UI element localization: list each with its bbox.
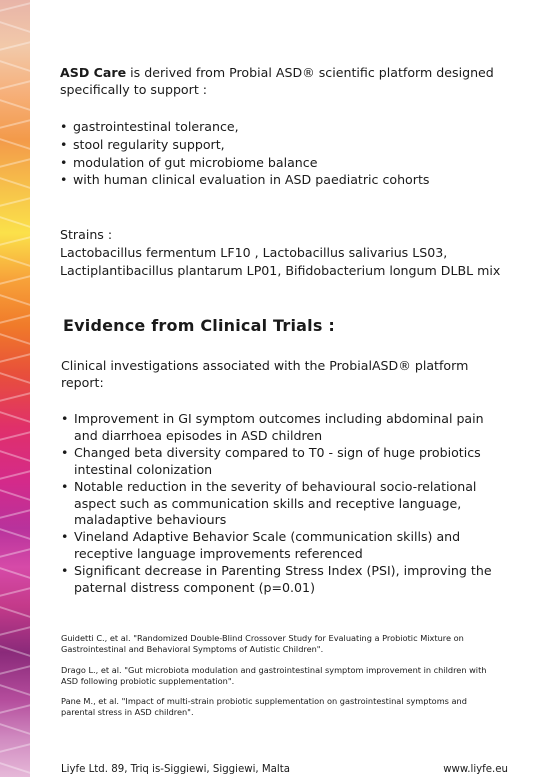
artwork-stripe bbox=[0, 353, 30, 362]
artwork-stripe bbox=[0, 255, 30, 267]
artwork-stripe bbox=[0, 509, 30, 518]
artwork-stripe bbox=[0, 2, 30, 11]
footer-website[interactable]: www.liyfe.eu bbox=[443, 764, 508, 775]
brand-name: ASD Care bbox=[60, 65, 127, 80]
reference-item: Pane M., et al. "Impact of multi-strain probiotic supplementation on gastrointestinal symptoms and parental stress in ASD children". bbox=[61, 696, 467, 717]
artwork-stripe bbox=[0, 762, 30, 774]
strains-section bbox=[60, 226, 520, 279]
artwork-stripe bbox=[0, 684, 30, 696]
support-list bbox=[60, 118, 520, 189]
list-item: • stool regularity support, bbox=[60, 136, 520, 154]
artwork-stripe bbox=[0, 743, 30, 752]
artwork-stripe bbox=[0, 333, 30, 345]
artwork-stripe bbox=[0, 450, 30, 462]
artwork-stripe bbox=[0, 138, 30, 150]
list-item: • Notable reduction in the severity of behavioural socio-relational aspect such as communication skills and receptive language, maladaptive behaviours bbox=[61, 479, 511, 529]
artwork-stripe bbox=[0, 275, 30, 284]
artwork-stripe bbox=[0, 41, 30, 50]
footer-address: Liyfe Ltd. 89, Triq is-Siggiewi, Siggiewi, Malta bbox=[61, 764, 290, 775]
strains-line: Lactiplantibacillus plantarum LP01, Bifidobacterium longum DLBL mix bbox=[60, 262, 501, 278]
artwork-stripe bbox=[0, 587, 30, 596]
evidence-list bbox=[61, 411, 511, 597]
artwork-stripe bbox=[0, 431, 30, 440]
artwork-stripe bbox=[0, 392, 30, 401]
artwork-stripe bbox=[0, 294, 30, 306]
strains-line: Lactobacillus fermentum LF10 , Lactobacillus salivarius LS03, bbox=[60, 244, 448, 260]
artwork-stripe bbox=[0, 470, 30, 479]
artwork-stripe bbox=[0, 80, 30, 89]
artwork-stripe bbox=[0, 567, 30, 579]
reference-item: Drago L., et al. "Gut microbiota modulation and gastrointestinal symptom improvement in children with ASD following probiotic supplementation". bbox=[61, 664, 487, 686]
artwork-stripe bbox=[0, 177, 30, 189]
list-item: • Vineland Adaptive Behavior Scale (communication skills) and receptive language improvements referenced bbox=[61, 529, 511, 562]
artwork-stripe bbox=[0, 99, 30, 111]
list-item: • Significant decrease in Parenting Stress Index (PSI), improving the paternal distress component (p=0.01) bbox=[61, 563, 511, 596]
references bbox=[61, 633, 501, 728]
clinical-intro: Clinical investigations associated with the ProbialASD® platform report: bbox=[61, 358, 469, 390]
artwork-stripe bbox=[0, 411, 30, 423]
intro-paragraph bbox=[60, 64, 520, 98]
artwork-stripe bbox=[0, 665, 30, 674]
list-item: • Changed beta diversity compared to T0 - sign of huge probiotics intestinal colonization bbox=[61, 445, 511, 478]
artwork-stripe bbox=[0, 314, 30, 323]
artwork-stripe bbox=[0, 216, 30, 228]
artwork-stripe bbox=[0, 704, 30, 713]
decorative-side-artwork bbox=[0, 0, 30, 777]
artwork-stripe bbox=[0, 548, 30, 557]
list-item: • with human clinical evaluation in ASD paediatric cohorts bbox=[60, 171, 520, 189]
artwork-stripe bbox=[0, 723, 30, 735]
artwork-stripe bbox=[0, 489, 30, 501]
artwork-stripe bbox=[0, 60, 30, 72]
artwork-stripe bbox=[0, 606, 30, 618]
artwork-stripe bbox=[0, 197, 30, 206]
strains-label: Strains : bbox=[60, 227, 113, 242]
artwork-stripe bbox=[0, 626, 30, 635]
list-item: • gastrointestinal tolerance, bbox=[60, 118, 520, 136]
artwork-stripe bbox=[0, 528, 30, 540]
intro-text: is derived from Probial ASD® scientific platform designed specifically to support : bbox=[60, 65, 494, 97]
artwork-stripe bbox=[0, 119, 30, 128]
reference-item: Guidetti C., et al. "Randomized Double-Blind Crossover Study for Evaluating a Probiotic Mixture on Gastrointestinal and Behavioral Symptoms of Autistic Children". bbox=[61, 633, 464, 654]
list-item: • Improvement in GI symptom outcomes including abdominal pain and diarrhoea episodes in ASD children bbox=[61, 411, 511, 444]
artwork-stripe bbox=[0, 372, 30, 384]
artwork-stripe bbox=[0, 158, 30, 167]
artwork-stripe bbox=[0, 645, 30, 657]
artwork-stripe bbox=[0, 21, 30, 33]
list-item: • modulation of gut microbiome balance bbox=[60, 154, 520, 172]
section-heading: Evidence from Clinical Trials : bbox=[63, 316, 335, 335]
artwork-stripe bbox=[0, 236, 30, 245]
